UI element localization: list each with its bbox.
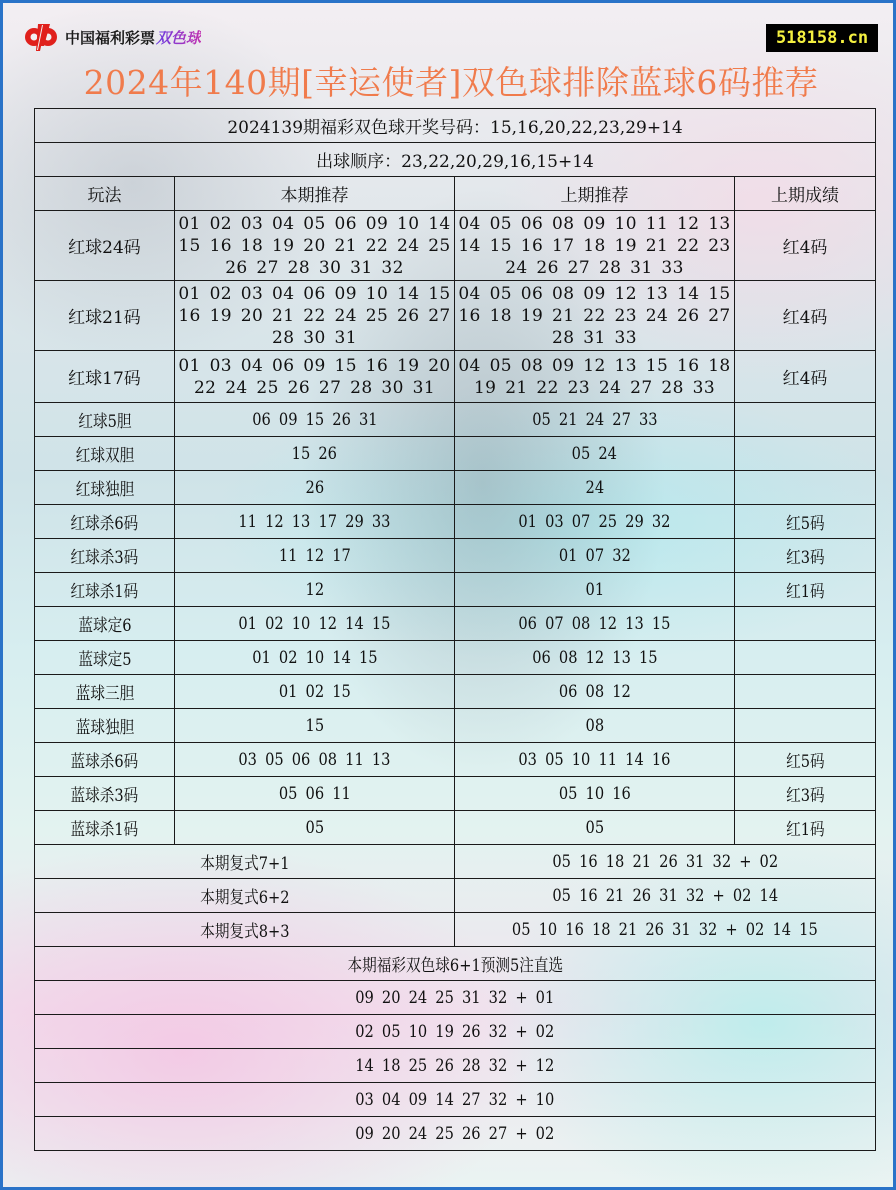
previous-numbers: 01 07 32 (455, 539, 735, 573)
number-line: 15 16 18 19 20 21 22 24 25 (178, 235, 451, 256)
recommendation-table (34, 108, 876, 1151)
number-line: 01 02 03 04 05 06 09 10 14 (178, 213, 451, 234)
current-numbers: 05 (175, 811, 455, 845)
table-row (35, 505, 876, 539)
prediction-row (35, 981, 876, 1015)
table-row (35, 351, 876, 403)
previous-result (735, 641, 876, 675)
previous-numbers: 01 03 07 25 29 32 (455, 505, 735, 539)
prediction-row (35, 1083, 876, 1117)
table-row (35, 471, 876, 505)
previous-result: 红1码 (735, 573, 876, 607)
previous-numbers: 06 07 08 12 13 15 (455, 607, 735, 641)
number-line: 01 03 04 06 09 15 16 19 20 (178, 355, 451, 376)
play-label: 蓝球定6 (35, 607, 175, 641)
previous-result: 红3码 (735, 539, 876, 573)
current-numbers: 03 05 06 08 11 13 (175, 743, 455, 777)
table-row (35, 777, 876, 811)
compound-row (35, 913, 876, 947)
compound-value: 05 16 18 21 26 31 32 + 02 (455, 845, 876, 879)
previous-result: 红5码 (735, 505, 876, 539)
number-line: 22 24 25 26 27 28 30 31 (193, 377, 436, 398)
table-row (35, 403, 876, 437)
number-line: 16 19 20 21 22 24 25 26 27 (178, 305, 451, 326)
prediction-row (35, 1117, 876, 1151)
welfare-lottery-logo-icon (21, 22, 61, 52)
previous-result (735, 675, 876, 709)
prediction-title-row (35, 947, 876, 981)
number-line: 16 18 19 21 22 23 24 26 27 (458, 305, 731, 326)
prediction-row (35, 1015, 876, 1049)
previous-numbers: 05 21 24 27 33 (455, 403, 735, 437)
current-numbers (175, 211, 455, 281)
compound-row (35, 845, 876, 879)
current-numbers: 11 12 17 (175, 539, 455, 573)
previous-numbers: 05 10 16 (455, 777, 735, 811)
previous-numbers: 08 (455, 709, 735, 743)
current-numbers: 12 (175, 573, 455, 607)
compound-value: 05 10 16 18 21 26 31 32 + 02 14 15 (455, 913, 876, 947)
previous-numbers: 01 (455, 573, 735, 607)
draw-result-row (35, 109, 876, 143)
previous-result: 红3码 (735, 777, 876, 811)
number-line: 04 05 06 08 09 10 11 12 13 (458, 213, 731, 234)
previous-numbers: 05 24 (455, 437, 735, 471)
play-label: 蓝球杀3码 (35, 777, 175, 811)
table-row (35, 573, 876, 607)
prediction-value: 09 20 24 25 26 27 + 02 (35, 1117, 876, 1151)
current-numbers: 05 06 11 (175, 777, 455, 811)
previous-numbers (455, 281, 735, 351)
compound-row (35, 879, 876, 913)
table-row (35, 709, 876, 743)
number-line: 19 21 22 23 24 27 28 33 (473, 377, 716, 398)
previous-numbers: 06 08 12 13 15 (455, 641, 735, 675)
number-line: 04 05 06 08 09 12 13 14 15 (458, 283, 731, 304)
table-row (35, 811, 876, 845)
table-row (35, 675, 876, 709)
play-label: 红球21码 (35, 281, 175, 351)
current-numbers: 01 02 10 12 14 15 (175, 607, 455, 641)
previous-result (735, 709, 876, 743)
previous-result: 红5码 (735, 743, 876, 777)
table-row (35, 281, 876, 351)
previous-numbers: 03 05 10 11 14 16 (455, 743, 735, 777)
draw-order-row (35, 143, 876, 177)
table-row (35, 607, 876, 641)
prediction-value: 14 18 25 26 28 32 + 12 (35, 1049, 876, 1083)
draw-result-text: 2024139期福彩双色球开奖号码：15,16,20,22,23,29+14 (35, 109, 876, 143)
current-numbers: 06 09 15 26 31 (175, 403, 455, 437)
lottery-logo (21, 22, 201, 52)
prediction-value: 09 20 24 25 31 32 + 01 (35, 981, 876, 1015)
previous-result (735, 607, 876, 641)
play-label: 红球17码 (35, 351, 175, 403)
previous-result: 红4码 (735, 281, 876, 351)
current-numbers: 01 02 15 (175, 675, 455, 709)
site-badge[interactable]: 518158.cn (766, 24, 878, 52)
play-label: 蓝球三胆 (35, 675, 175, 709)
play-label: 红球杀1码 (35, 573, 175, 607)
compound-label: 本期复式6+2 (35, 879, 455, 913)
current-numbers: 26 (175, 471, 455, 505)
prediction-value: 03 04 09 14 27 32 + 10 (35, 1083, 876, 1117)
prediction-row (35, 1049, 876, 1083)
number-line: 04 05 08 09 12 13 15 16 18 (458, 355, 731, 376)
play-label: 红球24码 (35, 211, 175, 281)
previous-numbers (455, 211, 735, 281)
prediction-value: 02 05 10 19 26 32 + 02 (35, 1015, 876, 1049)
number-line: 28 31 33 (552, 327, 637, 348)
col-header-current: 本期推荐 (175, 177, 455, 211)
number-line: 24 26 27 28 31 33 (505, 257, 684, 278)
current-numbers: 15 (175, 709, 455, 743)
table-row (35, 211, 876, 281)
play-label: 蓝球杀6码 (35, 743, 175, 777)
compound-label: 本期复式7+1 (35, 845, 455, 879)
current-numbers: 01 02 10 14 15 (175, 641, 455, 675)
table-row (35, 641, 876, 675)
previous-result: 红4码 (735, 211, 876, 281)
play-label: 红球5胆 (35, 403, 175, 437)
play-label: 红球独胆 (35, 471, 175, 505)
compound-label: 本期复式8+3 (35, 913, 455, 947)
previous-numbers (455, 351, 735, 403)
play-label: 蓝球杀1码 (35, 811, 175, 845)
table-row (35, 743, 876, 777)
table-row (35, 437, 876, 471)
previous-numbers: 24 (455, 471, 735, 505)
previous-result (735, 437, 876, 471)
play-label: 蓝球定5 (35, 641, 175, 675)
previous-numbers: 06 08 12 (455, 675, 735, 709)
previous-numbers: 05 (455, 811, 735, 845)
col-header-play: 玩法 (35, 177, 175, 211)
page-title: 2024年140期[幸运使者]双色球排除蓝球6码推荐 (83, 63, 819, 102)
play-label: 红球双胆 (35, 437, 175, 471)
table-row (35, 539, 876, 573)
play-label: 红球杀3码 (35, 539, 175, 573)
logo-text-ssq: 双色球 (156, 28, 202, 47)
current-numbers (175, 281, 455, 351)
previous-result: 红4码 (735, 351, 876, 403)
current-numbers: 15 26 (175, 437, 455, 471)
play-label: 红球杀6码 (35, 505, 175, 539)
current-numbers: 11 12 13 17 29 33 (175, 505, 455, 539)
previous-result (735, 403, 876, 437)
play-label: 蓝球独胆 (35, 709, 175, 743)
col-header-previous: 上期推荐 (455, 177, 735, 211)
number-line: 26 27 28 30 31 32 (225, 257, 404, 278)
previous-result (735, 471, 876, 505)
previous-result: 红1码 (735, 811, 876, 845)
number-line: 01 02 03 04 06 09 10 14 15 (178, 283, 451, 304)
current-numbers (175, 351, 455, 403)
logo-text: 中国福利彩票 (65, 28, 156, 47)
col-header-result: 上期成绩 (735, 177, 876, 211)
number-line: 14 15 16 17 18 19 21 22 23 (458, 235, 731, 256)
draw-order-text: 出球顺序：23,22,20,29,16,15+14 (35, 143, 876, 177)
table-header-row (35, 177, 876, 211)
compound-value: 05 16 21 26 31 32 + 02 14 (455, 879, 876, 913)
number-line: 28 30 31 (272, 327, 357, 348)
prediction-title: 本期福彩双色球6+1预测5注直选 (35, 947, 876, 981)
